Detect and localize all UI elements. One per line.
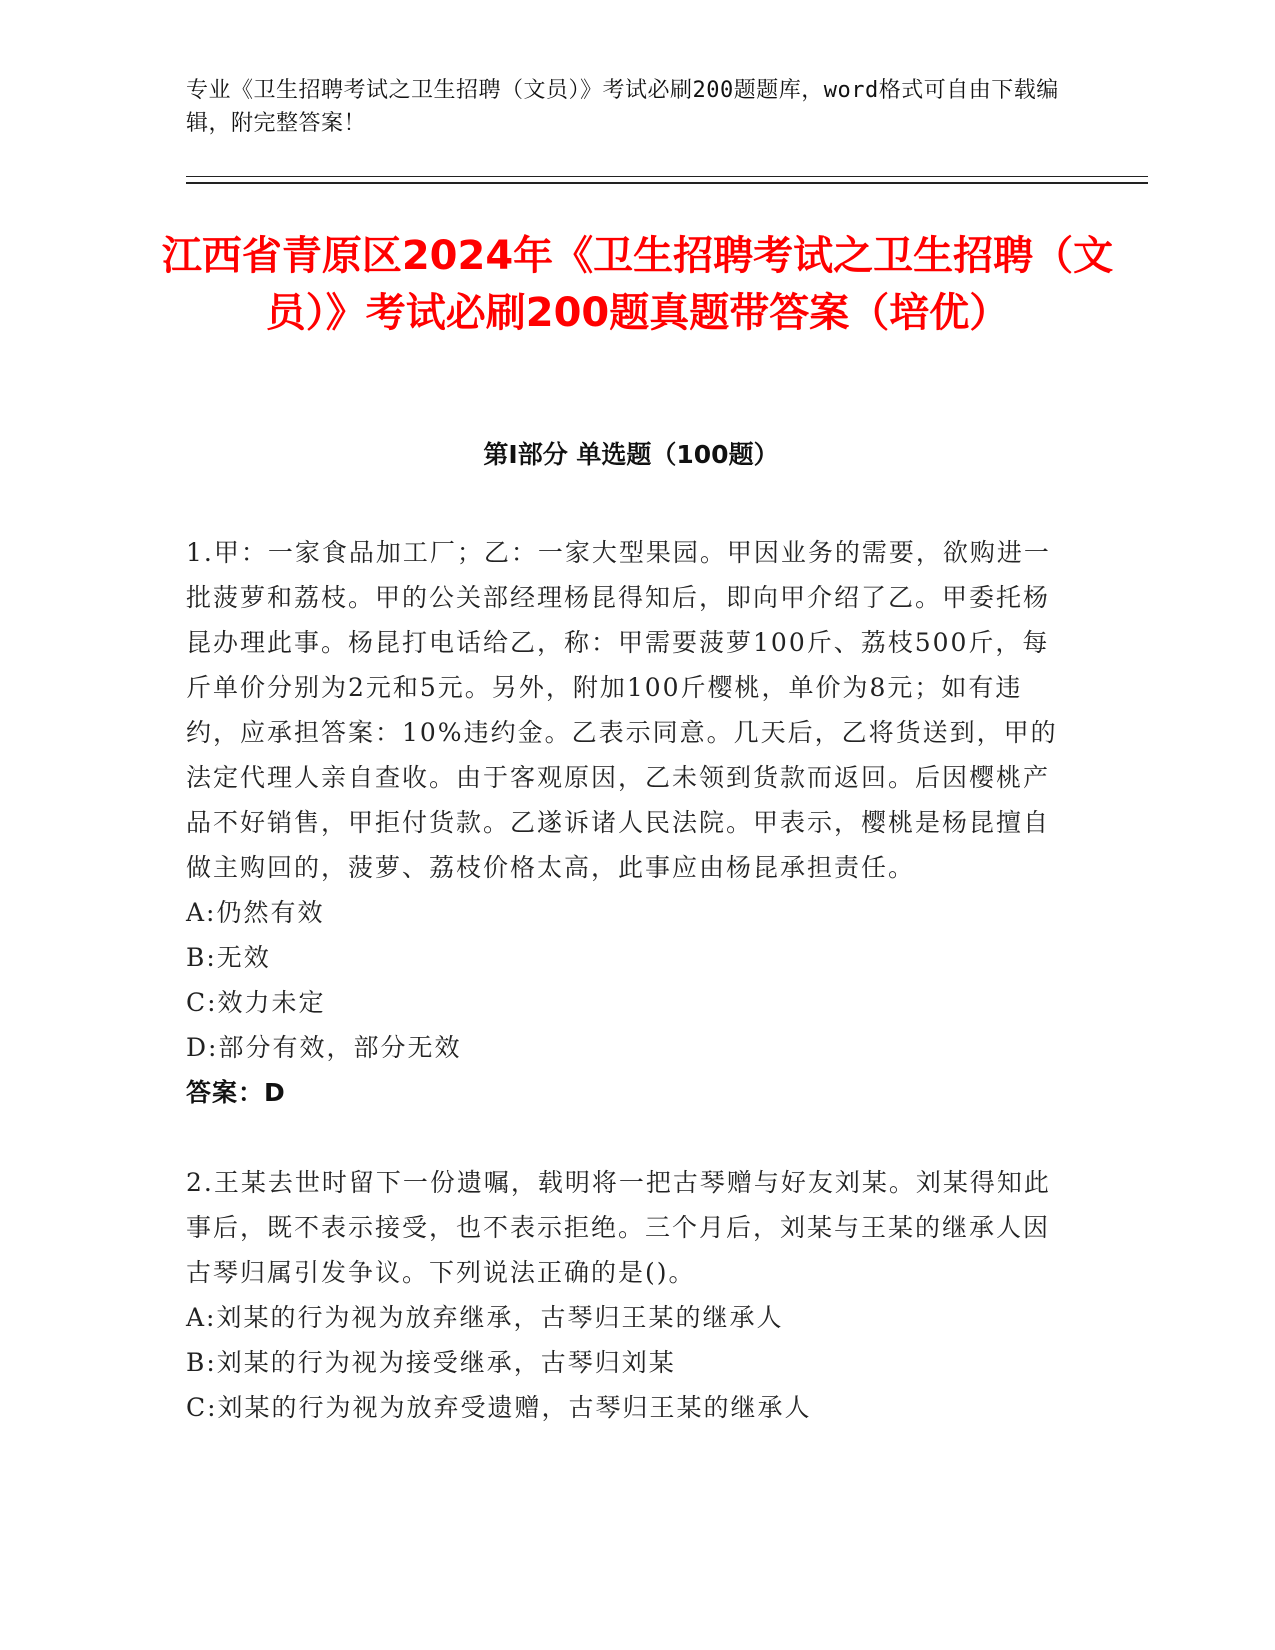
option-a: A:仍然有效 xyxy=(186,898,325,927)
header-note: 专业《卫生招聘考试之卫生招聘（文员）》考试必刷200题题库，word格式可自由下载编辑，附完整答案！ xyxy=(186,78,1059,136)
document-title: 江西省青原区2024年《卫生招聘考试之卫生招聘（文员）》考试必刷200题真题带答案（培优） xyxy=(161,233,1114,336)
option-c: C:效力未定 xyxy=(186,988,326,1017)
question-1 xyxy=(186,530,1066,1115)
question-stem: 2.王某去世时留下一份遗嘱，载明将一把古琴赠与好友刘某。刘某得知此事后，既不表示接受，也不表示拒绝。三个月后，刘某与王某的继承人因古琴归属引发争议。下列说法正确的是()。 xyxy=(186,1168,1051,1287)
question-stem: 1.甲：一家食品加工厂；乙：一家大型果园。甲因业务的需要，欲购进一批菠萝和荔枝。甲的公关部经理杨昆得知后，即向甲介绍了乙。甲委托杨昆办理此事。杨昆打电话给乙，称：甲需要菠萝100斤、荔枝500斤，每斤单价分别为2元和5元。另外，附加100斤樱桃，单价为8元；如有违约，应承担答案：10%违约金。乙表示同意。几天后，乙将货送到，甲的法定代理人亲自查收。由于客观原因，乙未领到货款而返回。后因樱桃产品不好销售，甲拒付货款。乙遂诉诸人民法院。甲表示，樱桃是杨昆擅自做主购回的，菠萝、荔枝价格太高，此事应由杨昆承担责任。 xyxy=(186,538,1058,882)
header-rule-thick xyxy=(186,182,1148,184)
option-b: B:无效 xyxy=(186,943,271,972)
option-b: B:刘某的行为视为接受继承，古琴归刘某 xyxy=(186,1348,676,1377)
question-list xyxy=(186,530,1066,1475)
option-c: C:刘某的行为视为放弃受遗赠，古琴归王某的继承人 xyxy=(186,1393,812,1422)
header-rule-thin xyxy=(186,176,1148,177)
option-d: D:部分有效，部分无效 xyxy=(186,1033,462,1062)
section-title: 第I部分 单选题（100题） xyxy=(483,440,779,469)
question-2 xyxy=(186,1160,1066,1430)
option-a: A:刘某的行为视为放弃继承，古琴归王某的继承人 xyxy=(186,1303,784,1332)
answer-label: 答案：D xyxy=(186,1078,286,1107)
